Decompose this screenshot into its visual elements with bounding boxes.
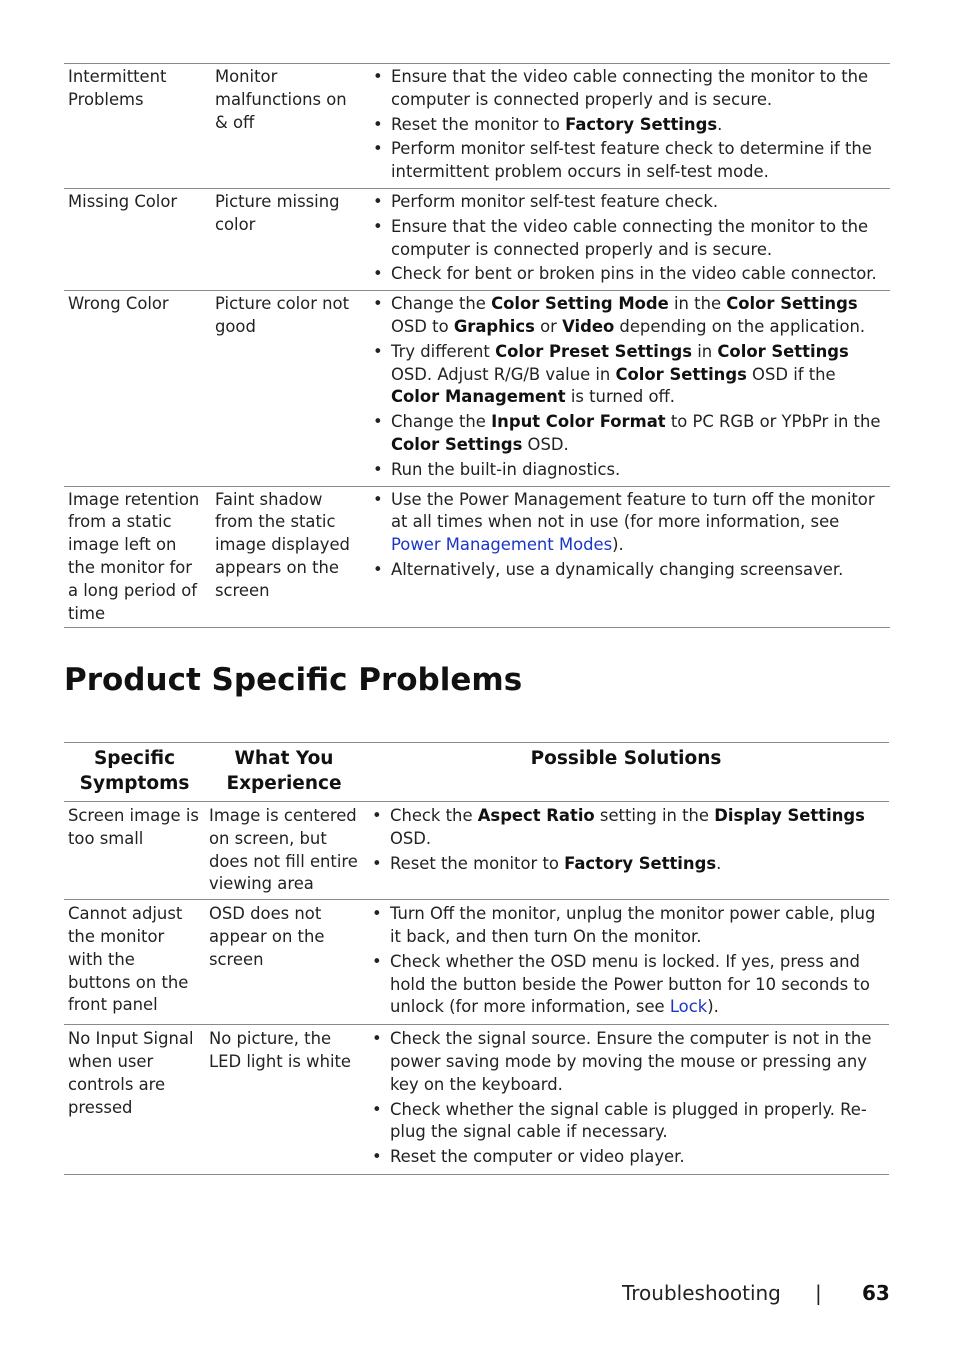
cross-reference-link[interactable]: Power Management Modes <box>391 535 613 555</box>
bold-term: Color Settings <box>615 364 747 384</box>
solution-text: OSD. <box>390 828 432 848</box>
solution-item <box>371 951 887 1019</box>
solution-text: Check whether the signal cable is plugged in properly. Re-plug the signal cable if necessary. <box>390 1099 867 1142</box>
solution-text: OSD. Adjust R/G/B value in <box>391 364 616 384</box>
solution-item <box>372 459 888 482</box>
solutions-list <box>372 293 888 481</box>
symptom-cell: No Input Signal when user controls are pressed <box>64 1025 205 1175</box>
solutions-list <box>371 1028 887 1169</box>
solution-text: Turn Off the monitor, unplug the monitor power cable, plug it back, and then turn On the monitor. <box>390 904 876 946</box>
experience-cell: OSD does not appear on the screen <box>205 900 363 1025</box>
solution-item <box>371 1099 887 1145</box>
solution-item <box>372 341 888 409</box>
solution-text: OSD to <box>391 316 454 336</box>
solutions-cell <box>363 1025 889 1175</box>
table-row <box>64 291 890 486</box>
solution-text: setting in the <box>594 806 715 825</box>
bold-term: Graphics <box>453 316 535 336</box>
table-row <box>64 900 889 1025</box>
solution-text: Check whether the OSD menu is locked. If yes, press and hold the button beside the Power button for 10 seconds to unlock (for more information, see <box>390 951 870 1017</box>
page-footer <box>622 1280 890 1306</box>
bold-term: Color Management <box>391 387 566 407</box>
section-title: Product Specific Problems <box>64 662 523 698</box>
solution-text: OSD if the <box>746 364 836 384</box>
solution-text: in <box>692 341 718 361</box>
solution-item <box>371 1028 887 1096</box>
solution-item <box>372 263 888 286</box>
solutions-list <box>371 903 887 1019</box>
solution-text: Perform monitor self-test feature check. <box>391 191 719 211</box>
table-row <box>64 64 890 189</box>
symptom-cell: Intermittent Problems <box>64 64 211 189</box>
solution-text: is turned off. <box>565 387 676 407</box>
solution-text: Run the built-in diagnostics. <box>391 459 621 479</box>
experience-cell: Monitor malfunctions on & off <box>211 64 364 189</box>
solution-text: Reset the monitor to <box>391 114 566 134</box>
solution-text: Perform monitor self-test feature check to determine if the intermittent problem occurs in self-test mode. <box>391 139 872 182</box>
solution-text: or <box>534 316 563 336</box>
solution-text: Check the <box>390 806 478 825</box>
bold-term: Factory Settings <box>565 114 718 134</box>
experience-cell: Faint shadow from the static image displayed appears on the screen <box>211 486 364 628</box>
header-possible-solutions: Possible Solutions <box>363 743 889 802</box>
solution-text: Change the <box>391 294 492 314</box>
solution-text: OSD. <box>522 434 569 454</box>
bold-term: Aspect Ratio <box>477 806 595 825</box>
solution-item <box>372 114 888 137</box>
solution-text: Use the Power Management feature to turn off the monitor at all times when not in use (for more information, see <box>391 489 875 532</box>
solution-text: Try different <box>391 341 496 361</box>
header-what-you-experience: What You Experience <box>205 743 363 802</box>
symptom-cell: Missing Color <box>64 188 211 290</box>
bold-term: Input Color Format <box>491 412 666 432</box>
footer-section-name: Troubleshooting <box>622 1281 781 1305</box>
solution-text: ). <box>707 997 719 1017</box>
experience-cell: Picture color not good <box>211 291 364 486</box>
solutions-list <box>372 489 888 582</box>
solution-item <box>371 1146 887 1169</box>
solution-text: Reset the monitor to <box>390 853 565 873</box>
bold-term: Color Settings <box>726 294 858 314</box>
solutions-cell <box>364 291 890 486</box>
bold-term: Color Settings <box>391 434 523 454</box>
solution-item <box>371 853 887 876</box>
solution-item <box>372 138 888 184</box>
experience-cell: Image is centered on screen, but does not fill entire viewing area <box>205 802 363 900</box>
solution-item <box>372 411 888 457</box>
solution-text: Check for bent or broken pins in the video cable connector. <box>391 264 877 284</box>
solution-item <box>372 489 888 557</box>
bold-term: Factory Settings <box>564 853 717 873</box>
bold-term: Color Settings <box>717 341 849 361</box>
bold-term: Video <box>562 316 615 336</box>
solutions-list <box>371 805 887 875</box>
solution-text: in the <box>668 294 727 314</box>
solution-text: Reset the computer or video player. <box>390 1147 685 1167</box>
symptom-cell: Screen image is too small <box>64 802 205 900</box>
table-row <box>64 188 890 290</box>
solution-item <box>371 805 887 851</box>
solution-text: Change the <box>391 412 492 432</box>
solutions-list <box>372 66 888 184</box>
solution-text: . <box>716 853 722 873</box>
solutions-list <box>372 191 888 286</box>
header-specific-symptoms: Specific Symptoms <box>64 743 205 802</box>
table-row <box>64 1025 889 1175</box>
troubleshooting-table-product-specific <box>64 742 889 1175</box>
solution-item <box>372 66 888 112</box>
solution-item <box>371 903 887 949</box>
solution-item <box>372 293 888 339</box>
troubleshooting-table-general <box>64 63 890 628</box>
experience-cell: No picture, the LED light is white <box>205 1025 363 1175</box>
table-header-row <box>64 743 889 802</box>
solutions-cell <box>363 900 889 1025</box>
footer-separator: | <box>815 1281 822 1305</box>
solutions-cell <box>364 188 890 290</box>
table-row <box>64 486 890 628</box>
bold-term: Display Settings <box>714 806 865 825</box>
experience-cell: Picture missing color <box>211 188 364 290</box>
solution-text: to PC RGB or YPbPr in the <box>665 412 881 432</box>
symptom-cell: Cannot adjust the monitor with the buttons on the front panel <box>64 900 205 1025</box>
solution-item <box>372 191 888 214</box>
solution-item <box>372 216 888 262</box>
table-row <box>64 802 889 900</box>
solutions-cell <box>363 802 889 900</box>
solution-text: Ensure that the video cable connecting the monitor to the computer is connected properly and is secure. <box>391 67 869 109</box>
solution-text: Check the signal source. Ensure the computer is not in the power saving mode by moving the mouse or pressing any key on the keyboard. <box>390 1029 872 1094</box>
solution-text: . <box>717 114 723 134</box>
bold-term: Color Preset Settings <box>495 341 693 361</box>
solution-text: Ensure that the video cable connecting the monitor to the computer is connected properly and is secure. <box>391 216 869 259</box>
page-number: 63 <box>862 1281 890 1305</box>
solution-text: depending on the application. <box>614 316 866 336</box>
solutions-cell <box>364 64 890 189</box>
symptom-cell: Image retention from a static image left on the monitor for a long period of time <box>64 486 211 628</box>
solution-text: ). <box>612 535 624 555</box>
solution-text: Alternatively, use a dynamically changing screensaver. <box>391 559 844 579</box>
solution-item <box>372 559 888 582</box>
bold-term: Color Setting Mode <box>491 294 669 314</box>
symptom-cell: Wrong Color <box>64 291 211 486</box>
solutions-cell <box>364 486 890 628</box>
cross-reference-link[interactable]: Lock <box>669 997 708 1017</box>
